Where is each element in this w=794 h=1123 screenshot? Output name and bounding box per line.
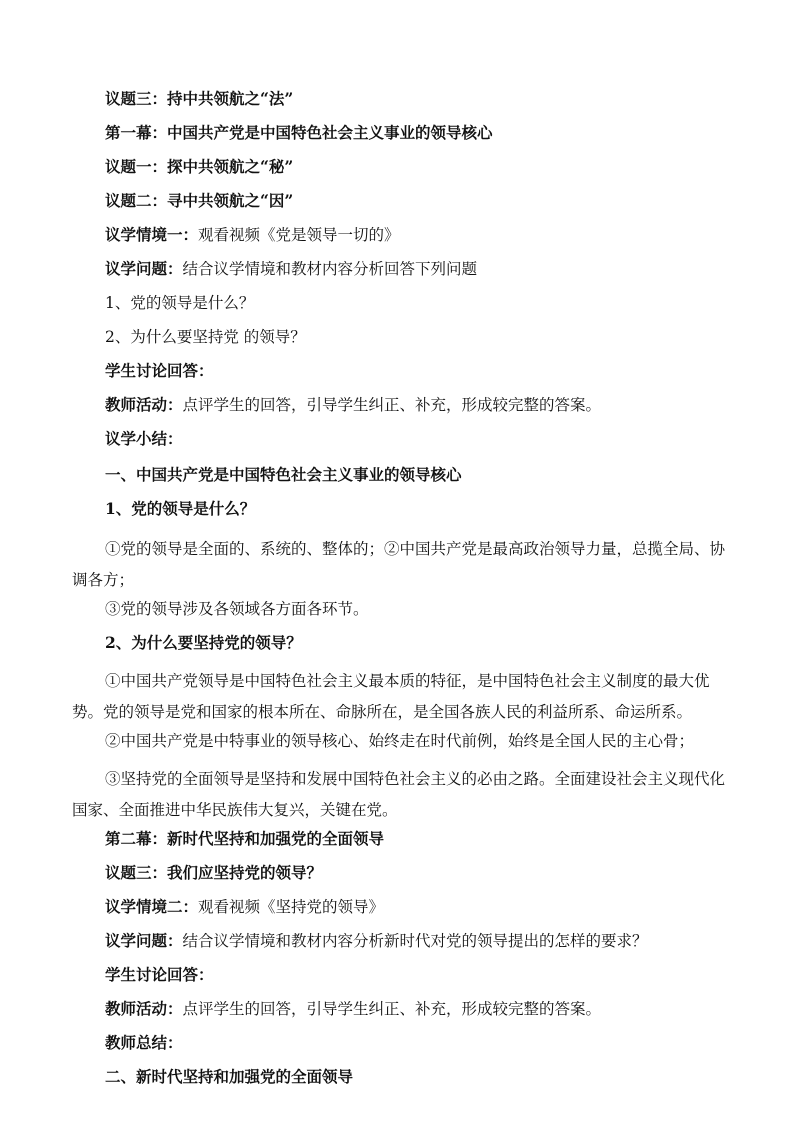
line-label: 教师活动： <box>105 999 183 1018</box>
topic-three-line <box>0 88 794 110</box>
line-text: 观看视频《党是领导一切的》 <box>198 226 400 244</box>
teacher-activity-second-line <box>0 998 794 1020</box>
paragraph-4 <box>0 730 794 752</box>
line-text: 中国共产党是中国特色社会主义事业的领导核心 <box>167 123 493 142</box>
question-item-1 <box>0 292 794 314</box>
heading-text: 二、新时代坚持和加强党的全面领导 <box>105 1067 354 1086</box>
paragraph-text: ③坚持党的全面领导是坚持和发展中国特色社会主义的必由之路。全面建设社会主义现代化国家、全面推进中华民族伟大复兴，关键在党。 <box>72 770 726 819</box>
heading-text: 2、为什么要坚持党的领导？ <box>105 633 302 652</box>
paragraph-1 <box>0 534 794 596</box>
line-text: 探中共领航之“秘” <box>167 157 294 176</box>
paragraph-5 <box>0 764 794 826</box>
line-text: 寻中共领航之“因” <box>167 191 294 210</box>
heading-text: 1、党的领导是什么？ <box>105 499 256 518</box>
line-label: 教师活动： <box>105 395 183 414</box>
summary-label-line <box>0 428 794 450</box>
line-label: 议题三： <box>105 863 168 882</box>
line-label: 议题三： <box>105 89 168 108</box>
line-text: 结合议学情境和教材内容分析新时代对党的领导提出的怎样的要求？ <box>182 932 648 950</box>
line-label: 第一幕： <box>105 123 168 142</box>
line-label: 教师总结： <box>105 1033 183 1052</box>
topic-two-line <box>0 190 794 212</box>
line-text: 新时代坚持和加强党的全面领导 <box>167 829 385 848</box>
subheading-2 <box>0 632 794 654</box>
question-item-2 <box>0 326 794 348</box>
topic-three-second-line <box>0 862 794 884</box>
line-text: 点评学生的回答，引导学生纠正、补充，形成较完整的答案。 <box>182 396 602 414</box>
line-text: 我们应坚持党的领导？ <box>167 863 323 882</box>
question-two-line <box>0 930 794 952</box>
teacher-summary-line <box>0 1032 794 1054</box>
line-text: 点评学生的回答，引导学生纠正、补充，形成较完整的答案。 <box>182 1000 602 1018</box>
student-discussion-line <box>0 360 794 382</box>
student-discussion-second-line <box>0 964 794 986</box>
line-label: 议题一： <box>105 157 168 176</box>
document-content <box>0 88 794 1086</box>
question-line <box>0 258 794 280</box>
line-label: 议题二： <box>105 191 168 210</box>
line-label: 议学问题： <box>105 931 183 950</box>
line-text: 观看视频《坚持党的领导》 <box>198 898 385 916</box>
section-one-heading <box>0 464 794 486</box>
line-text: 持中共领航之“法” <box>167 89 294 108</box>
line-label: 议学问题： <box>105 259 183 278</box>
paragraph-2 <box>0 598 794 620</box>
line-label: 议学情境一： <box>105 225 199 244</box>
line-text: 1、党的领导是什么？ <box>105 294 255 312</box>
line-label: 学生讨论回答： <box>105 361 214 380</box>
paragraph-3 <box>0 666 794 728</box>
subheading-1 <box>0 498 794 520</box>
teacher-activity-line <box>0 394 794 416</box>
line-text: 2、为什么要坚持党 的领导？ <box>105 328 306 346</box>
heading-text: 一、中国共产党是中国特色社会主义事业的领导核心 <box>105 465 462 484</box>
line-text: ③党的领导涉及各领域各方面各环节。 <box>105 600 369 618</box>
line-text: ②中国共产党是中特事业的领导核心、始终走在时代前例，始终是全国人民的主心骨； <box>105 732 695 750</box>
line-label: 议学小结： <box>105 429 183 448</box>
line-label: 第二幕： <box>105 829 168 848</box>
paragraph-text: ①中国共产党领导是中国特色社会主义最本质的特征，是中国特色社会主义制度的最大优势。党的领导是党和国家的根本所在、命脉所在，是全国各族人民的利益所系、命运所系。 <box>72 672 710 721</box>
scenario-two-line <box>0 896 794 918</box>
scenario-one-line <box>0 224 794 246</box>
line-text: 结合议学情境和教材内容分析回答下列问题 <box>182 260 478 278</box>
line-label: 学生讨论回答： <box>105 965 214 984</box>
section-two-heading <box>0 1066 794 1088</box>
act-one-line <box>0 122 794 144</box>
paragraph-text: ①党的领导是全面的、系统的、整体的；②中国共产党是最高政治领导力量，总揽全局、协调各方； <box>72 540 726 589</box>
line-label: 议学情境二： <box>105 897 199 916</box>
topic-one-line <box>0 156 794 178</box>
act-two-line <box>0 828 794 850</box>
